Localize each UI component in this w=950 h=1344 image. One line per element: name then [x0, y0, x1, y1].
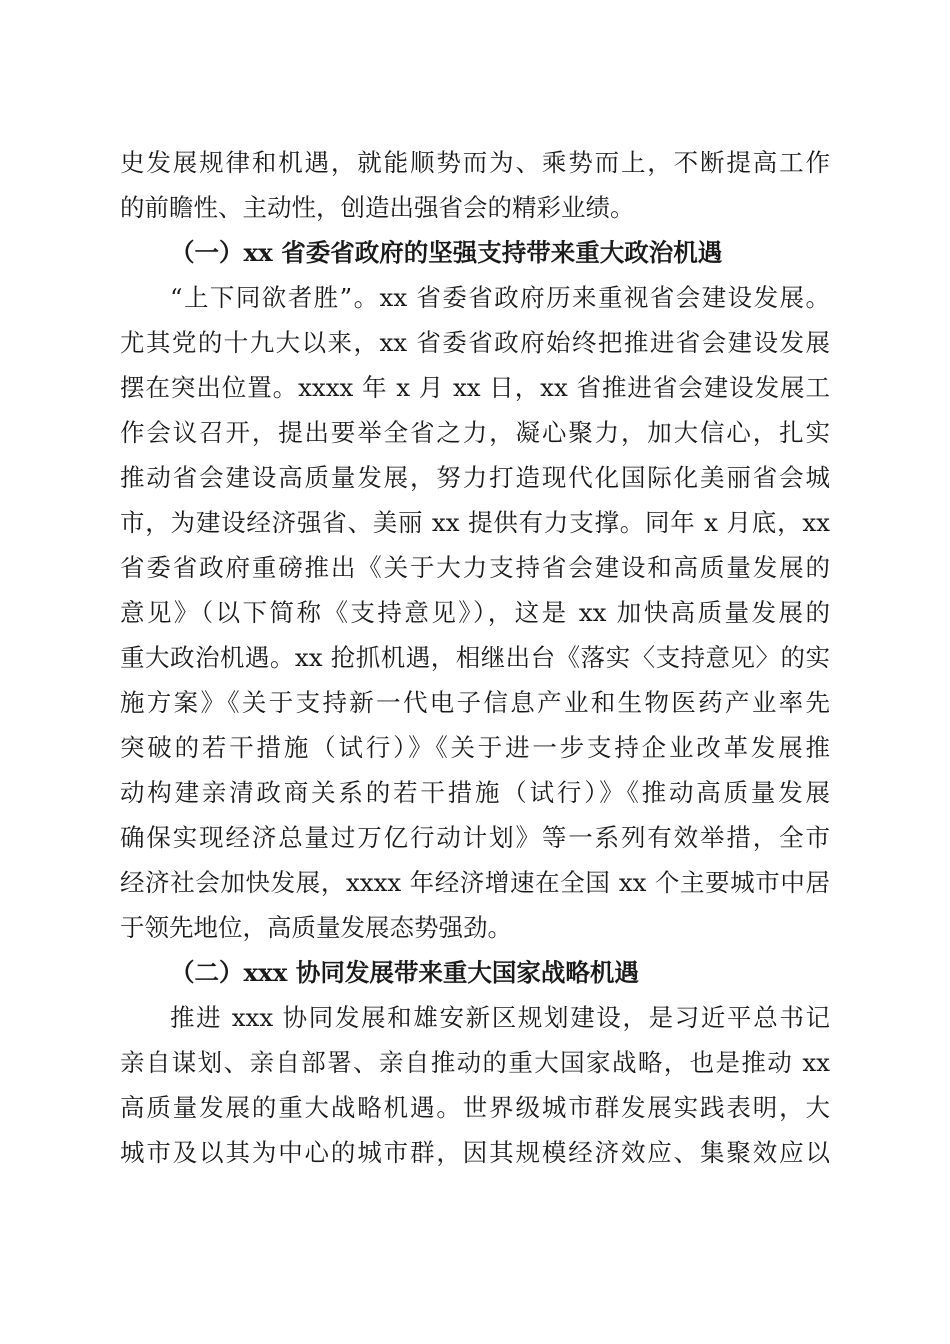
- paragraph-line: 的前瞻性、主动性，创造出强省会的精彩业绩。: [120, 193, 635, 222]
- paragraph-line: 推进 xxx 协同发展和雄安新区规划建设，是习近平总书记: [170, 1003, 830, 1032]
- paragraph-line: 突破的若干措施（试行）》《关于进一步支持企业改革发展推: [120, 733, 830, 762]
- paragraph-line: 省委省政府重磅推出《关于大力支持省会建设和高质量发展的: [120, 553, 830, 582]
- paragraph-line: 市，为建设经济强省、美丽 xx 提供有力支撑。同年 x 月底，xx: [120, 508, 830, 537]
- paragraph-line: 确保实现经济总量过万亿行动计划》等一系列有效举措，全市: [120, 823, 830, 852]
- paragraph-line: 高质量发展的重大战略机遇。世界级城市群发展实践表明，大: [120, 1093, 830, 1122]
- paragraph-line: 施方案》《关于支持新一代电子信息产业和生物医药产业率先: [120, 688, 830, 717]
- paragraph-line: 作会议召开，提出要举全省之力，凝心聚力，加大信心，扎实: [120, 418, 830, 447]
- paragraph-line: 尤其党的十九大以来，xx 省委省政府始终把推进省会建设发展: [120, 328, 830, 357]
- paragraph-line: 摆在突出位置。xxxx 年 x 月 xx 日，xx 省推进省会建设发展工: [120, 373, 830, 402]
- paragraph-line: 于领先地位，高质量发展态势强劲。: [120, 913, 512, 942]
- paragraph-line: 推动省会建设高质量发展，努力打造现代化国际化美丽省会城: [120, 463, 830, 492]
- paragraph-line: 亲自谋划、亲自部署、亲自推动的重大国家战略，也是推动 xx: [120, 1048, 830, 1077]
- paragraph-line: “上下同欲者胜”。xx 省委省政府历来重视省会建设发展。: [170, 283, 830, 312]
- paragraph-line: 重大政治机遇。xx 抢抓机遇，相继出台《落实〈支持意见〉的实: [120, 643, 830, 672]
- paragraph-line: 史发展规律和机遇，就能顺势而为、乘势而上，不断提高工作: [120, 148, 830, 177]
- paragraph-line: 意见》（以下简称《支持意见》），这是 xx 加快高质量发展的: [120, 598, 830, 627]
- paragraph-line: 动构建亲清政商关系的若干措施（试行）》《推动高质量发展: [120, 778, 830, 807]
- section-heading-1: （一）xx 省委省政府的坚强支持带来重大政治机遇: [170, 238, 723, 267]
- paragraph-line: 城市及以其为中心的城市群，因其规模经济效应、集聚效应以: [120, 1138, 830, 1167]
- section-heading-2: （二）xxx 协同发展带来重大国家战略机遇: [170, 958, 639, 987]
- paragraph-line: 经济社会加快发展，xxxx 年经济增速在全国 xx 个主要城市中居: [120, 868, 830, 897]
